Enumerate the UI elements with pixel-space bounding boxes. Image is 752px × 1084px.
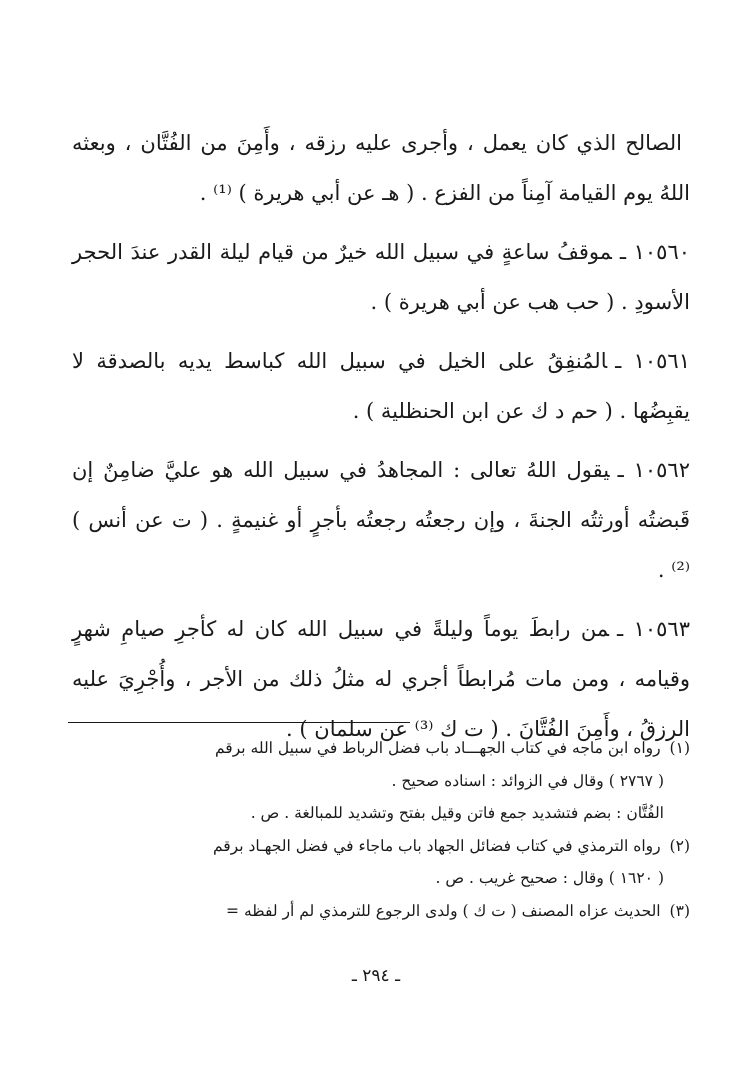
footnote-2 xyxy=(68,830,690,863)
footnote-index: (٢) xyxy=(669,836,690,855)
footnote-index: (٣) xyxy=(669,901,690,920)
footnote-1-gloss: الفُتَّان : بضم فتشديد جمع فاتن وقيل بفتح وتشديد للمبالغة . ص . xyxy=(250,804,664,822)
hadith-text: الصالح الذي كان يعمل ، وأجرى عليه رزقه ، وأَمِنَ من الفُتَّان ، وبعثه اللهُ يوم القيامة آمِناً من الفزع . ( هـ عن أبي هريرة ) ⁽¹⁾ . xyxy=(72,131,690,205)
hadith-paragraph-10561 xyxy=(72,336,690,436)
footnote-3 xyxy=(68,895,690,928)
hadith-number: ١٠٥٦٣ ـ xyxy=(617,617,690,641)
footnote-1-continuation: ( ٢٧٦٧ ) وقال في الزوائد : اسناده صحيح . xyxy=(391,771,664,790)
footnote-index: (١) xyxy=(669,739,690,757)
footnote-divider xyxy=(68,722,410,723)
footnote-2-continuation: ( ١٦٢٠ ) وقال : صحيح غريب . ص . xyxy=(435,869,664,887)
hadith-paragraph-continuation xyxy=(72,118,690,218)
hadith-paragraph-10562 xyxy=(72,445,690,595)
hadith-number: ١٠٥٦٠ ـ xyxy=(619,240,691,264)
footnote-text: رواه الترمذي في كتاب فضائل الجهاد باب ماجاء في فضل الجهـاد برقم xyxy=(212,836,661,855)
hadith-text: المُنفِقُ على الخيل في سبيل الله كباسط يديه بالصدقة لا يقبِضُها . ( حم د ك عن ابن الحنظلية ) . xyxy=(72,349,690,423)
hadith-text: من رابطَ يوماً وليلةً في سبيل الله كان له كأجرِ صيامِ شهرٍ وقيامه ، ومن مات مُرابطاً أجري له مثلُ ذلك من الأجر ، وأُجْرِيَ عليه الرزقُ ، وأَمِنَ الفُتَّانَ . ( ت ك ⁽³⁾ عن سلمان ) . xyxy=(72,617,690,741)
hadith-paragraph-10560 xyxy=(72,227,690,327)
footnote-text: رواه ابن ماجه في كتاب الجهـــاد باب فضل الرباط في سبيل الله برقم xyxy=(214,739,661,757)
page-number: ـ ٢٩٤ ـ xyxy=(351,966,401,986)
main-text xyxy=(72,118,690,763)
footnote-text: الحديث عزاه المصنف ( ت ك ) ولدى الرجوع للترمذي لم أر لفظه = xyxy=(226,901,661,920)
hadith-number: ١٠٥٦٢ ـ xyxy=(617,458,690,482)
hadith-text: موقفُ ساعةٍ في سبيل الله خيرٌ من قيام ليلة القدر عندَ الحجر الأسودِ . ( حب هب عن أبي هريرة ) . xyxy=(72,240,690,314)
hadith-number: ١٠٥٦١ ـ xyxy=(615,349,690,373)
footnote-1 xyxy=(68,732,690,765)
footnotes xyxy=(68,732,690,927)
hadith-text: يقول اللهُ تعالى : المجاهدُ في سبيل الله هو عليَّ ضامِنٌ إن قَبضتُه أورثتُه الجنةَ ، وإن رجعتُه رجعتُه بأجرٍ أو غنيمةٍ . ( ت عن أنس ) ⁽²⁾ . xyxy=(72,458,690,582)
